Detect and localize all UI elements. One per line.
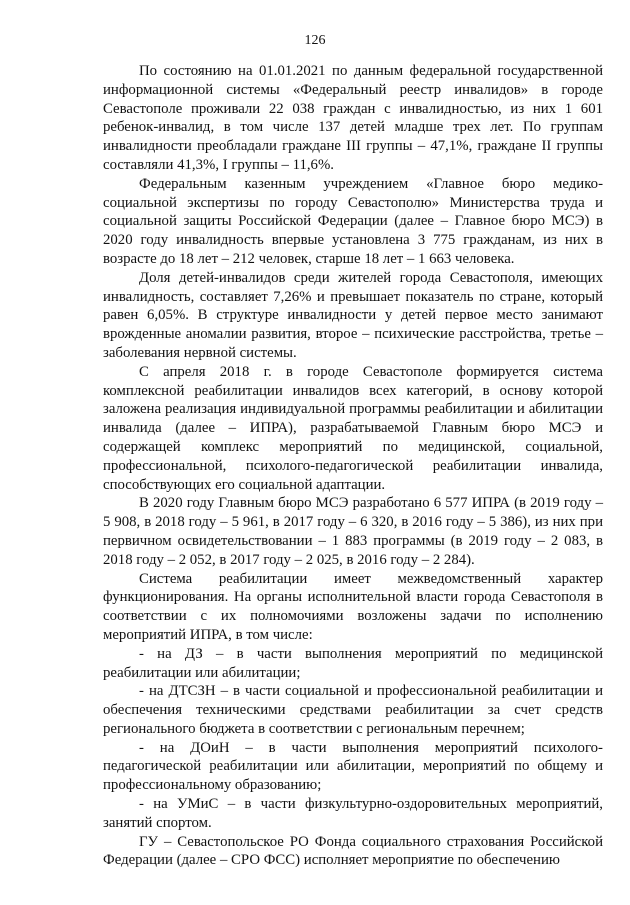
list-item-umis: - на УМиС – в части физкультурно-оздоровительных мероприятий, занятий спортом. xyxy=(103,796,603,831)
paragraph-registry-statistics: По состоянию на 01.01.2021 по данным федеральной государственной информационной системы «Федеральный реестр инвалидов» в городе Севастополе проживали 22 038 граждан с инвалидностью, из них 1 601 ребенок-инвалид, в том числе 137 детей младше трех лет. По группам инвалидности преобладали граждане III группы – 47,1%, граждане II группы составляли 41,3%, I группы – 11,6%. xyxy=(103,63,603,173)
list-item-dz: - на ДЗ – в части выполнения мероприятий по медицинской реабилитации или абилитации; xyxy=(103,645,603,681)
paragraph-rehabilitation-system: С апреля 2018 г. в городе Севастополе формируется система комплексной реабилитации инвалидов всех категорий, в основу которой заложена реализация индивидуальной программы реабилитации и абилитации инвалида (далее – ИПРА), разрабатываемой Главным бюро МСЭ и содержащей комплекс мероприятий по медицинской, социальной, профессиональной, психолого-педагогической реабилитации инвалида, способствующих его социальной адаптации. xyxy=(103,363,603,493)
document-body xyxy=(103,62,603,870)
paragraph-fss-closing: ГУ – Севастопольское РО Фонда социального страхования Российской Федерации (далее – СРО ФСС) исполняет мероприятие по обеспечению xyxy=(103,833,603,869)
list-item-dtszn: - на ДТСЗН – в части социальной и профессиональной реабилитации и обеспечения техническими средствами реабилитации за счет средств регионального бюджета в соответствии с региональным перечнем; xyxy=(103,683,603,737)
paragraph-ipra-statistics: В 2020 году Главным бюро МСЭ разработано 6 577 ИПРА (в 2019 году – 5 908, в 2018 году – 5 961, в 2017 году – 6 320, в 2016 году – 5 386), из них при первичном освидетельствовании – 1 883 программы (в 2019 году – 2 083, в 2018 году – 2 052, в 2017 году – 2 025, в 2016 году – 2 284). xyxy=(103,495,603,568)
paragraph-children-disability-share: Доля детей-инвалидов среди жителей города Севастополя, имеющих инвалидность, составляет 7,26% и превышает показатель по стране, который равен 6,05%. В структуре инвалидности у детей первое место занимают врожденные аномалии развития, второе – психические расстройства, третье – заболевания нервной системы. xyxy=(103,269,603,361)
paragraph-main-bureau-mse: Федеральным казенным учреждением «Главное бюро медико-социальной экспертизы по городу Севастополю» Министерства труда и социальной защиты Российской Федерации (далее – Главное бюро МСЭ) в 2020 году инвалидность впервые установлена 3 775 гражданам, из них в возрасте до 18 лет – 212 человек, старше 18 лет – 1 663 человека. xyxy=(103,175,603,267)
page-number: 126 xyxy=(304,33,326,48)
list-item-doin: - на ДОиН – в части выполнения мероприятий психолого-педагогической реабилитации или абилитации, мероприятий по общему и профессиональному образованию; xyxy=(103,739,603,794)
paragraph-interagency-system: Система реабилитации имеет межведомственный характер функционирования. На органы исполнительной власти города Севастополя в соответствии с их полномочиями возложены задачи по исполнению мероприятий ИПРА, в том числе: xyxy=(103,570,603,643)
